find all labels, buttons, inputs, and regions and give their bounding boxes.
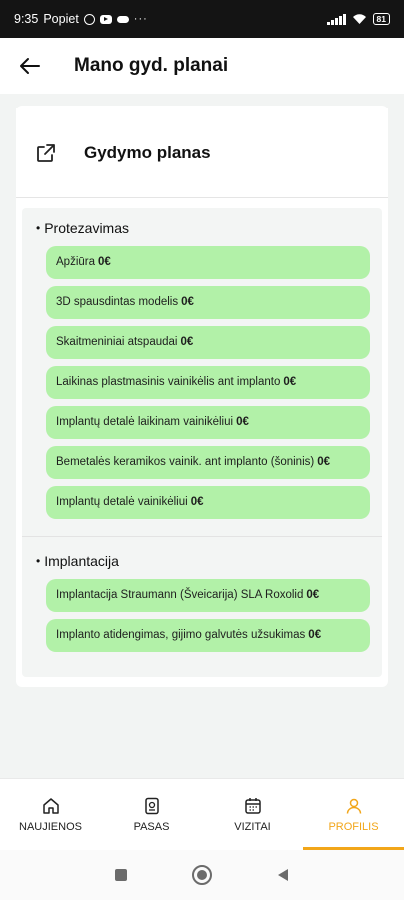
treatment-item[interactable] <box>46 406 370 439</box>
treatment-name: Implantacija Straumann (Šveicarija) SLA Roxolid <box>56 589 304 601</box>
plan-sections <box>22 208 382 677</box>
treatment-name: Skaitmeniniai atspaudai <box>56 336 178 348</box>
nav-label: VIZITAI <box>234 821 271 833</box>
system-navigation-bar <box>0 850 404 900</box>
back-system-button[interactable] <box>263 855 303 895</box>
app-header <box>0 38 404 94</box>
youtube-icon <box>100 15 112 24</box>
nav-pasas[interactable] <box>101 779 202 850</box>
section-title-text: Protezavimas <box>44 220 130 236</box>
treatment-name: Implantų detalė laikinam vainikėliui <box>56 416 234 428</box>
passport-icon <box>142 796 162 816</box>
section-implantacija <box>22 536 382 669</box>
main-content <box>0 94 404 778</box>
treatment-item[interactable] <box>46 579 370 612</box>
home-icon <box>41 796 61 816</box>
treatment-name: Bemetalės keramikos vainik. ant implanto (šoninis) <box>56 456 315 468</box>
status-time: 9:35 <box>14 12 39 26</box>
signal-icon <box>327 14 346 25</box>
treatment-price: 0€ <box>181 296 194 308</box>
arrow-left-icon <box>18 54 42 78</box>
treatment-price: 0€ <box>190 496 204 508</box>
triangle-back-icon <box>275 867 291 883</box>
cloud-icon <box>117 16 129 23</box>
viber-icon <box>84 14 95 25</box>
plan-header <box>16 108 388 198</box>
treatment-price: 0€ <box>306 589 320 601</box>
nav-label: PROFILIS <box>328 821 379 833</box>
treatment-item[interactable] <box>46 619 370 652</box>
treatment-price: 0€ <box>98 256 111 268</box>
battery-level: 81 <box>376 13 386 24</box>
section-protezavimas <box>22 220 382 536</box>
home-system-button[interactable] <box>182 855 222 895</box>
battery-icon <box>373 13 390 25</box>
nav-naujienos[interactable] <box>0 779 101 850</box>
section-title: • Implantacija <box>36 553 119 569</box>
bottom-nav <box>0 778 404 850</box>
external-link-icon[interactable] <box>34 141 58 165</box>
status-bar <box>0 0 404 38</box>
plan-title: Gydymo planas <box>84 142 211 162</box>
circle-icon <box>191 864 213 886</box>
nav-label: PASAS <box>133 821 170 833</box>
treatment-price: 0€ <box>236 416 249 428</box>
calendar-icon <box>243 796 263 816</box>
treatment-item[interactable] <box>46 246 370 279</box>
status-label: Popiet <box>43 12 79 26</box>
treatment-name: Implanto atidengimas, gijimo galvutės užsukimas <box>56 629 306 641</box>
treatment-item[interactable] <box>46 446 370 479</box>
more-notifications-icon: ··· <box>133 13 148 25</box>
treatment-item[interactable] <box>46 286 370 319</box>
plan-card <box>16 106 388 687</box>
treatment-item[interactable] <box>46 326 370 359</box>
square-icon <box>113 867 129 883</box>
nav-vizitai[interactable] <box>202 779 303 850</box>
treatment-price: 0€ <box>283 376 297 388</box>
section-title-text: Implantacija <box>44 553 119 569</box>
user-icon <box>344 796 364 816</box>
section-title: • Protezavimas <box>36 220 130 236</box>
page-title: Mano gyd. planai <box>74 55 229 76</box>
nav-profilis[interactable] <box>303 779 404 850</box>
treatment-name: Implantų detalė vainikėliui <box>56 496 188 508</box>
treatment-name: 3D spausdintas modelis <box>56 296 179 308</box>
nav-label: NAUJIENOS <box>19 821 82 833</box>
recents-button[interactable] <box>101 855 141 895</box>
back-button[interactable] <box>0 38 60 94</box>
wifi-icon <box>352 13 367 25</box>
treatment-price: 0€ <box>308 629 322 641</box>
treatment-item[interactable] <box>46 366 370 399</box>
treatment-item[interactable] <box>46 486 370 519</box>
treatment-price: 0€ <box>317 456 331 468</box>
treatment-name: Apžiūra <box>56 256 95 268</box>
treatment-name: Laikinas plastmasinis vainikėlis ant implanto <box>56 376 281 388</box>
treatment-price: 0€ <box>180 336 194 348</box>
